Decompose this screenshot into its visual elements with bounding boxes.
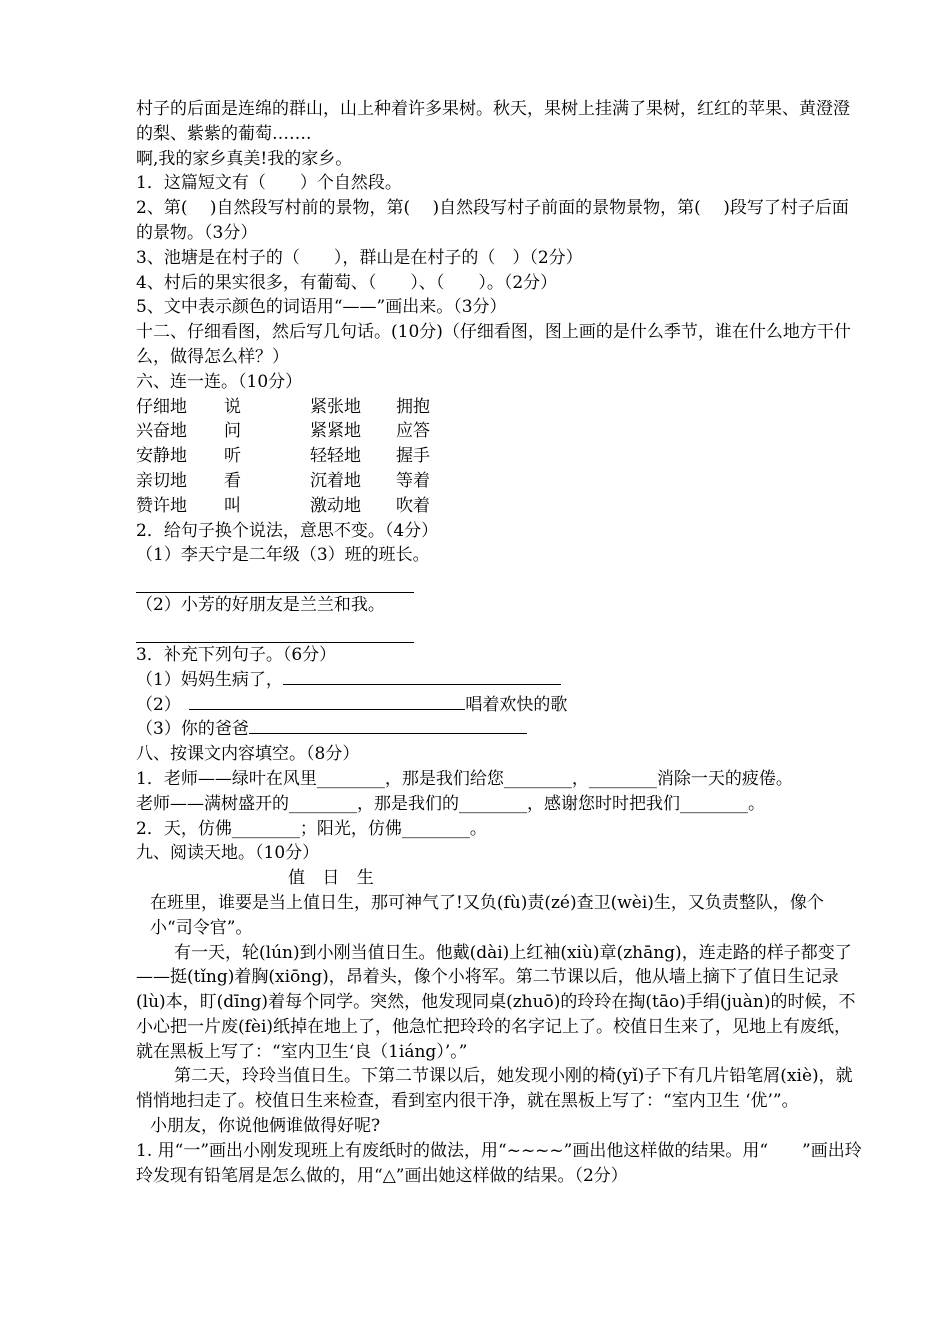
question-title: 3．补充下列句子。（6分） — [136, 644, 337, 665]
answer-line[interactable] — [136, 618, 414, 643]
match-word: 兴奋地 — [136, 421, 187, 442]
sentence — [136, 668, 862, 693]
match-word: 说 — [224, 396, 241, 417]
section-heading: 六、连一连。（10分） — [136, 371, 303, 392]
match-word: 轻轻地 — [310, 446, 361, 467]
match-word: 紧紧地 — [310, 421, 361, 442]
question-item: 5、文中表示颜色的词语用“——”画出来。（3分） — [136, 297, 507, 318]
story-question: 小朋友，你说他俩谁做得好呢? — [150, 1116, 381, 1137]
match-word: 沉着地 — [310, 470, 361, 491]
section-heading: 十二、仔细看图，然后写几句话。(10分)（仔细看图，图上画的是什么季节，谁在什么地方干什么，做得怎么样？） — [136, 322, 851, 367]
story-title: 值 日 生 — [288, 868, 380, 889]
matching-row — [136, 395, 862, 420]
sentence-text: （3）你的爸爸 — [136, 719, 249, 740]
fill-line: 老师——满树盛开的________，那是我们的________，感谢您时时把我们________。 — [136, 793, 765, 814]
match-word: 等着 — [396, 470, 430, 491]
match-word: 拥抱 — [396, 396, 430, 417]
sentence — [136, 693, 862, 718]
match-word: 激动地 — [310, 495, 361, 516]
sentence-text: 唱着欢快的歌 — [465, 694, 568, 715]
matching-row — [136, 444, 862, 469]
question-title: 2．给句子换个说法，意思不变。（4分） — [136, 520, 439, 541]
match-word: 握手 — [396, 446, 430, 467]
answer-line[interactable] — [136, 568, 414, 593]
fill-line: 1．老师——绿叶在风里________，那是我们给您________，________消除一天的疲倦。 — [136, 768, 793, 789]
story-paragraph: 有一天，轮(lún)到小刚当值日生。他戴(dài)上红袖(xiù)章(zhāng)，连走路的样子都变了——挺(tǐng)着胸(xiōng)，昂着头，像个小将军。第二节课以后，他从墙上摘下了值日生记录(lù)本，盯(dīng)着每个同学。突然，他发现同桌(zhuō)的玲玲在掏(tāo)手绢(juàn)的时候，不小心把一片废(fèi)纸掉在地上了，他急忙把玲玲的名字记上了。校值日生来了，见地上有废纸，就在黑板上写了：“室内卫生‘良（1iáng）’。” — [136, 942, 856, 1062]
match-word: 亲切地 — [136, 470, 187, 491]
reading-paragraph: 村子的后面是连绵的群山，山上种着许多果树。秋天，果树上挂满了果树，红红的苹果、黄澄澄的梨、紫紫的葡萄……. — [136, 99, 850, 144]
matching-row — [136, 419, 862, 444]
sentence — [136, 717, 862, 742]
match-word: 叫 — [224, 495, 241, 516]
match-word: 紧张地 — [310, 396, 361, 417]
match-word: 吹着 — [396, 495, 430, 516]
question-item: 2、第( )自然段写村前的景物，第( )自然段写村子前面的景物景物，第( )段写了村子后面的景物。（3分） — [136, 198, 849, 243]
story-paragraph: 在班里，谁要是当上值日生，那可神气了!又负(fù)责(zé)查卫(wèi)生，又负责整队，像个小“司令官”。 — [150, 892, 824, 938]
answer-blank[interactable] — [189, 693, 465, 710]
matching-row — [136, 494, 862, 519]
worksheet-page — [136, 97, 862, 1188]
match-word: 看 — [224, 470, 241, 491]
fill-line: 2．天，仿佛________；阳光，仿佛________。 — [136, 818, 487, 839]
sentence: （1）李天宁是二年级（3）班的班长。 — [136, 545, 430, 566]
answer-blank[interactable] — [249, 717, 527, 734]
question-item: 1．这篇短文有（ ）个自然段。 — [136, 173, 402, 194]
matching-row — [136, 469, 862, 494]
match-word: 听 — [224, 446, 241, 467]
story-paragraph: 第二天，玲玲当值日生。下第二节课以后，她发现小刚的椅(yǐ)子下有几片铅笔屑(xiè)，就悄悄地扫走了。校值日生来检查，看到室内很干净，就在黑板上写了：“室内卫生 ‘优’”。 — [136, 1066, 853, 1112]
answer-blank[interactable] — [283, 668, 561, 685]
sentence-text: （2） — [136, 694, 181, 715]
question-item: 4、村后的果实很多，有葡萄、（ ）、（ ）。（2分） — [136, 272, 558, 293]
sentence-text: （1）妈妈生病了， — [136, 669, 283, 690]
section-heading: 八、按课文内容填空。（8分） — [136, 744, 360, 765]
section-heading: 九、阅读天地。（10分） — [136, 843, 320, 864]
reading-paragraph: 啊,我的家乡真美!我的家乡。 — [136, 148, 353, 169]
match-word: 仔细地 — [136, 396, 187, 417]
match-word: 问 — [224, 421, 241, 442]
match-word: 应答 — [396, 421, 430, 442]
match-word: 赞许地 — [136, 495, 187, 516]
sentence: （2）小芳的好朋友是兰兰和我。 — [136, 595, 385, 616]
question-item: 3、池塘是在村子的（ ），群山是在村子的（ ）（2分） — [136, 247, 583, 268]
question-item: 1. 用“一”画出小刚发现班上有废纸时的做法，用“~~~~”画出他这样做的结果。用“ ”画出玲玲发现有铅笔屑是怎么做的，用“△”画出她这样做的结果。（2分） — [136, 1140, 862, 1186]
match-word: 安静地 — [136, 446, 187, 467]
matching-table — [136, 395, 862, 519]
